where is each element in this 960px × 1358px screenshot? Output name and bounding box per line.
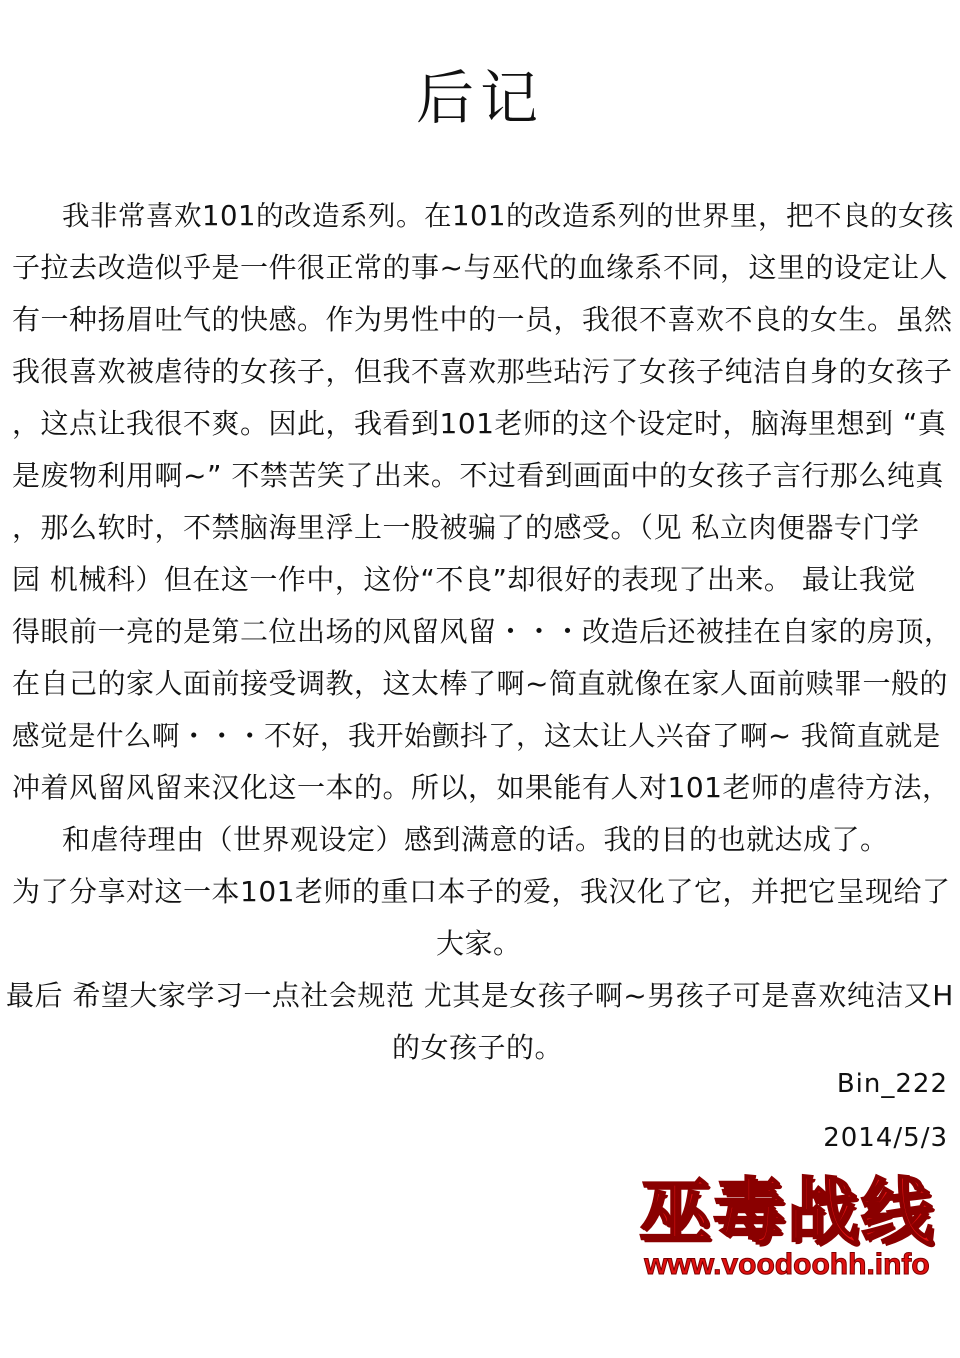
page-title: 后记 [415,64,544,132]
body-line: 是废物利用啊~” 不禁苦笑了出来。不过看到画面中的女孩子言行那么纯真 [12,459,944,492]
body-line: 得眼前一亮的是第二位出场的风留风留・・・改造后还被挂在自家的房顶， [12,615,953,648]
body-line: 我很喜欢被虐待的女孩子，但我不喜欢那些玷污了女孩子纯洁自身的女孩子 [12,355,953,388]
body-line: 园 机械科）但在这一作中，这份“不良”却很好的表现了出来。 最让我觉 [12,563,916,596]
logo-name: 巫毒战线 [638,1170,935,1254]
body-line: 感觉是什么啊・・・不好，我开始颤抖了，这太让人兴奋了啊~ 我简直就是 [12,720,941,752]
voodoo-logo [624,1170,950,1280]
body-line: 子拉去改造似乎是一件很正常的事~与巫代的血缘系不同，这里的设定让人 [12,251,948,284]
body-line: 最后 希望大家学习一点社会规范 尤其是女孩子啊~男孩子可是喜欢纯洁又H [6,979,954,1012]
signature-date: 2014/5/3 [823,1123,948,1153]
body-line: 大家。 [436,927,522,960]
body-line: 我非常喜欢101的改造系列。在101的改造系列的世界里，把不良的女孩 [62,200,954,232]
body-line: 冲着风留风留来汉化这一本的。所以，如果能有人对101老师的虐待方法， [12,771,951,804]
body-line: ，这点让我很不爽。因此，我看到101老师的这个设定时，脑海里想到 “真 [12,407,947,440]
signature-name: Bin_222 [836,1069,948,1099]
body-line: 在自己的家人面前接受调教，这太棒了啊~简直就像在家人面前赎罪一般的 [12,667,948,700]
body-line: 有一种扬眉吐气的快感。作为男性中的一员，我很不喜欢不良的女生。虽然 [12,303,953,336]
body-line: ，那么软时，不禁脑海里浮上一股被骗了的感受。（见 私立肉便器专门学 [12,511,920,544]
body-line: 和虐待理由（世界观设定）感到满意的话。我的目的也就达成了。 [62,823,889,856]
logo-url: www.voodoohh.info [644,1248,930,1281]
body-line: 为了分享对这一本101老师的重口本子的爱，我汉化了它，并把它呈现给了 [12,875,951,908]
body-line: 的女孩子的。 [392,1031,564,1064]
